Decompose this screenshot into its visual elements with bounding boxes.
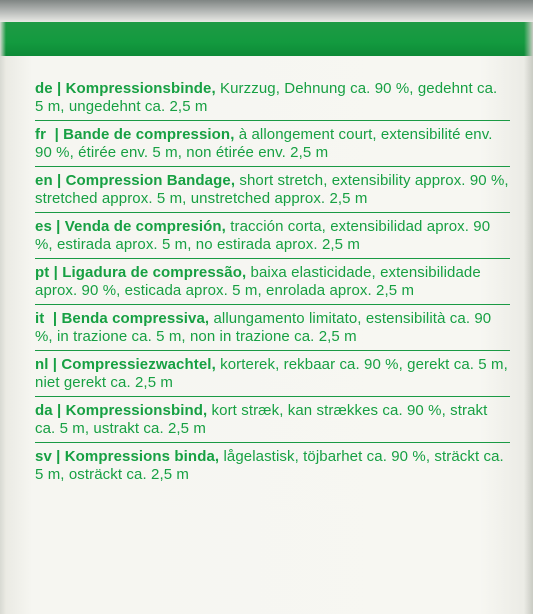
product-description: baixa elasticidade, extensibilidade aprox. 90 %, esticada aprox. 5 m, enrolada aprox. 2,5 m (35, 264, 481, 299)
product-description: lågelastisk, töjbarhet ca. 90 %, sträckt ca. 5 m, osträckt ca. 2,5 m (35, 448, 504, 483)
language-code: it (35, 310, 45, 327)
panel-left-edge (0, 22, 6, 614)
entry-nl: nl | Compressiezwachtel, korterek, rekbaar ca. 90 %, gerekt ca. 5 m, niet gerekt ca. 2,5 m (35, 356, 510, 397)
language-code: nl (35, 356, 49, 373)
green-brand-band (0, 22, 533, 56)
product-description: kort stræk, kan strækkes ca. 90 %, strakt ca. 5 m, ustrakt ca. 2,5 m (35, 402, 488, 437)
product-description: short stretch, extensibility approx. 90 %, stretched approx. 5 m, unstretched approx. 2,5 m (35, 172, 509, 207)
language-code: de (35, 80, 53, 97)
product-name: Bande de compression, (63, 126, 235, 143)
product-name: Compression Bandage, (65, 172, 236, 189)
product-name: Kompressionsbind, (65, 402, 208, 419)
entry-fr: fr | Bande de compression, à allongement court, extensibilité env. 90 %, étirée env. 5 m, non étirée env. 2,5 m (35, 126, 510, 167)
product-name: Kompressionsbinde, (65, 80, 216, 97)
language-code: da (35, 402, 53, 419)
entry-es: es | Venda de compresión, tracción corta, extensibilidad aprox. 90 %, estirada aprox. 5 m, no estirada aprox. 2,5 m (35, 218, 510, 259)
product-description: Kurzzug, Dehnung ca. 90 %, gedehnt ca. 5 m, ungedehnt ca. 2,5 m (35, 80, 498, 115)
panel-right-edge (524, 22, 533, 614)
product-name: Compressiezwachtel, (61, 356, 216, 373)
product-name: Benda compressiva, (61, 310, 210, 327)
language-entries (35, 80, 510, 493)
entry-de: de | Kompressionsbinde, Kurzzug, Dehnung ca. 90 %, gedehnt ca. 5 m, ungedehnt ca. 2,5 m (35, 80, 510, 121)
entry-en: en | Compression Bandage, short stretch, extensibility approx. 90 %, stretched approx. 5 m, unstretched approx. 2,5 m (35, 172, 510, 213)
language-code: sv (35, 448, 52, 465)
product-description: korterek, rekbaar ca. 90 %, gerekt ca. 5 m, niet gerekt ca. 2,5 m (35, 356, 508, 391)
product-name: Kompressions binda, (64, 448, 220, 465)
product-description: à allongement court, extensibilité env. 90 %, étirée env. 5 m, non étirée env. 2,5 m (35, 126, 493, 161)
language-code: en (35, 172, 53, 189)
box-top-edge (0, 0, 533, 22)
product-name: Venda de compresión, (64, 218, 226, 235)
product-description: allungamento limitato, estensibilità ca. 90 %, in trazione ca. 5 m, non in trazione ca. 2,5 m (35, 310, 492, 345)
language-code: pt (35, 264, 50, 281)
entry-sv: sv | Kompressions binda, lågelastisk, töjbarhet ca. 90 %, sträckt ca. 5 m, osträckt ca. 2,5 m (35, 448, 504, 483)
product-description: tracción corta, extensibilidad aprox. 90 %, estirada aprox. 5 m, no estirada aprox. 2,5 m (35, 218, 491, 253)
language-code: fr (35, 126, 47, 143)
language-code: es (35, 218, 52, 235)
entry-da: da | Kompressionsbind, kort stræk, kan strækkes ca. 90 %, strakt ca. 5 m, ustrakt ca. 2,5 m (35, 402, 510, 443)
entry-pt: pt | Ligadura de compressão, baixa elasticidade, extensibilidade aprox. 90 %, esticada aprox. 5 m, enrolada aprox. 2,5 m (35, 264, 510, 305)
entry-it: it | Benda compressiva, allungamento limitato, estensibilità ca. 90 %, in trazione ca. 5 m, non in trazione ca. 2,5 m (35, 310, 510, 351)
product-name: Ligadura de compressão, (62, 264, 247, 281)
